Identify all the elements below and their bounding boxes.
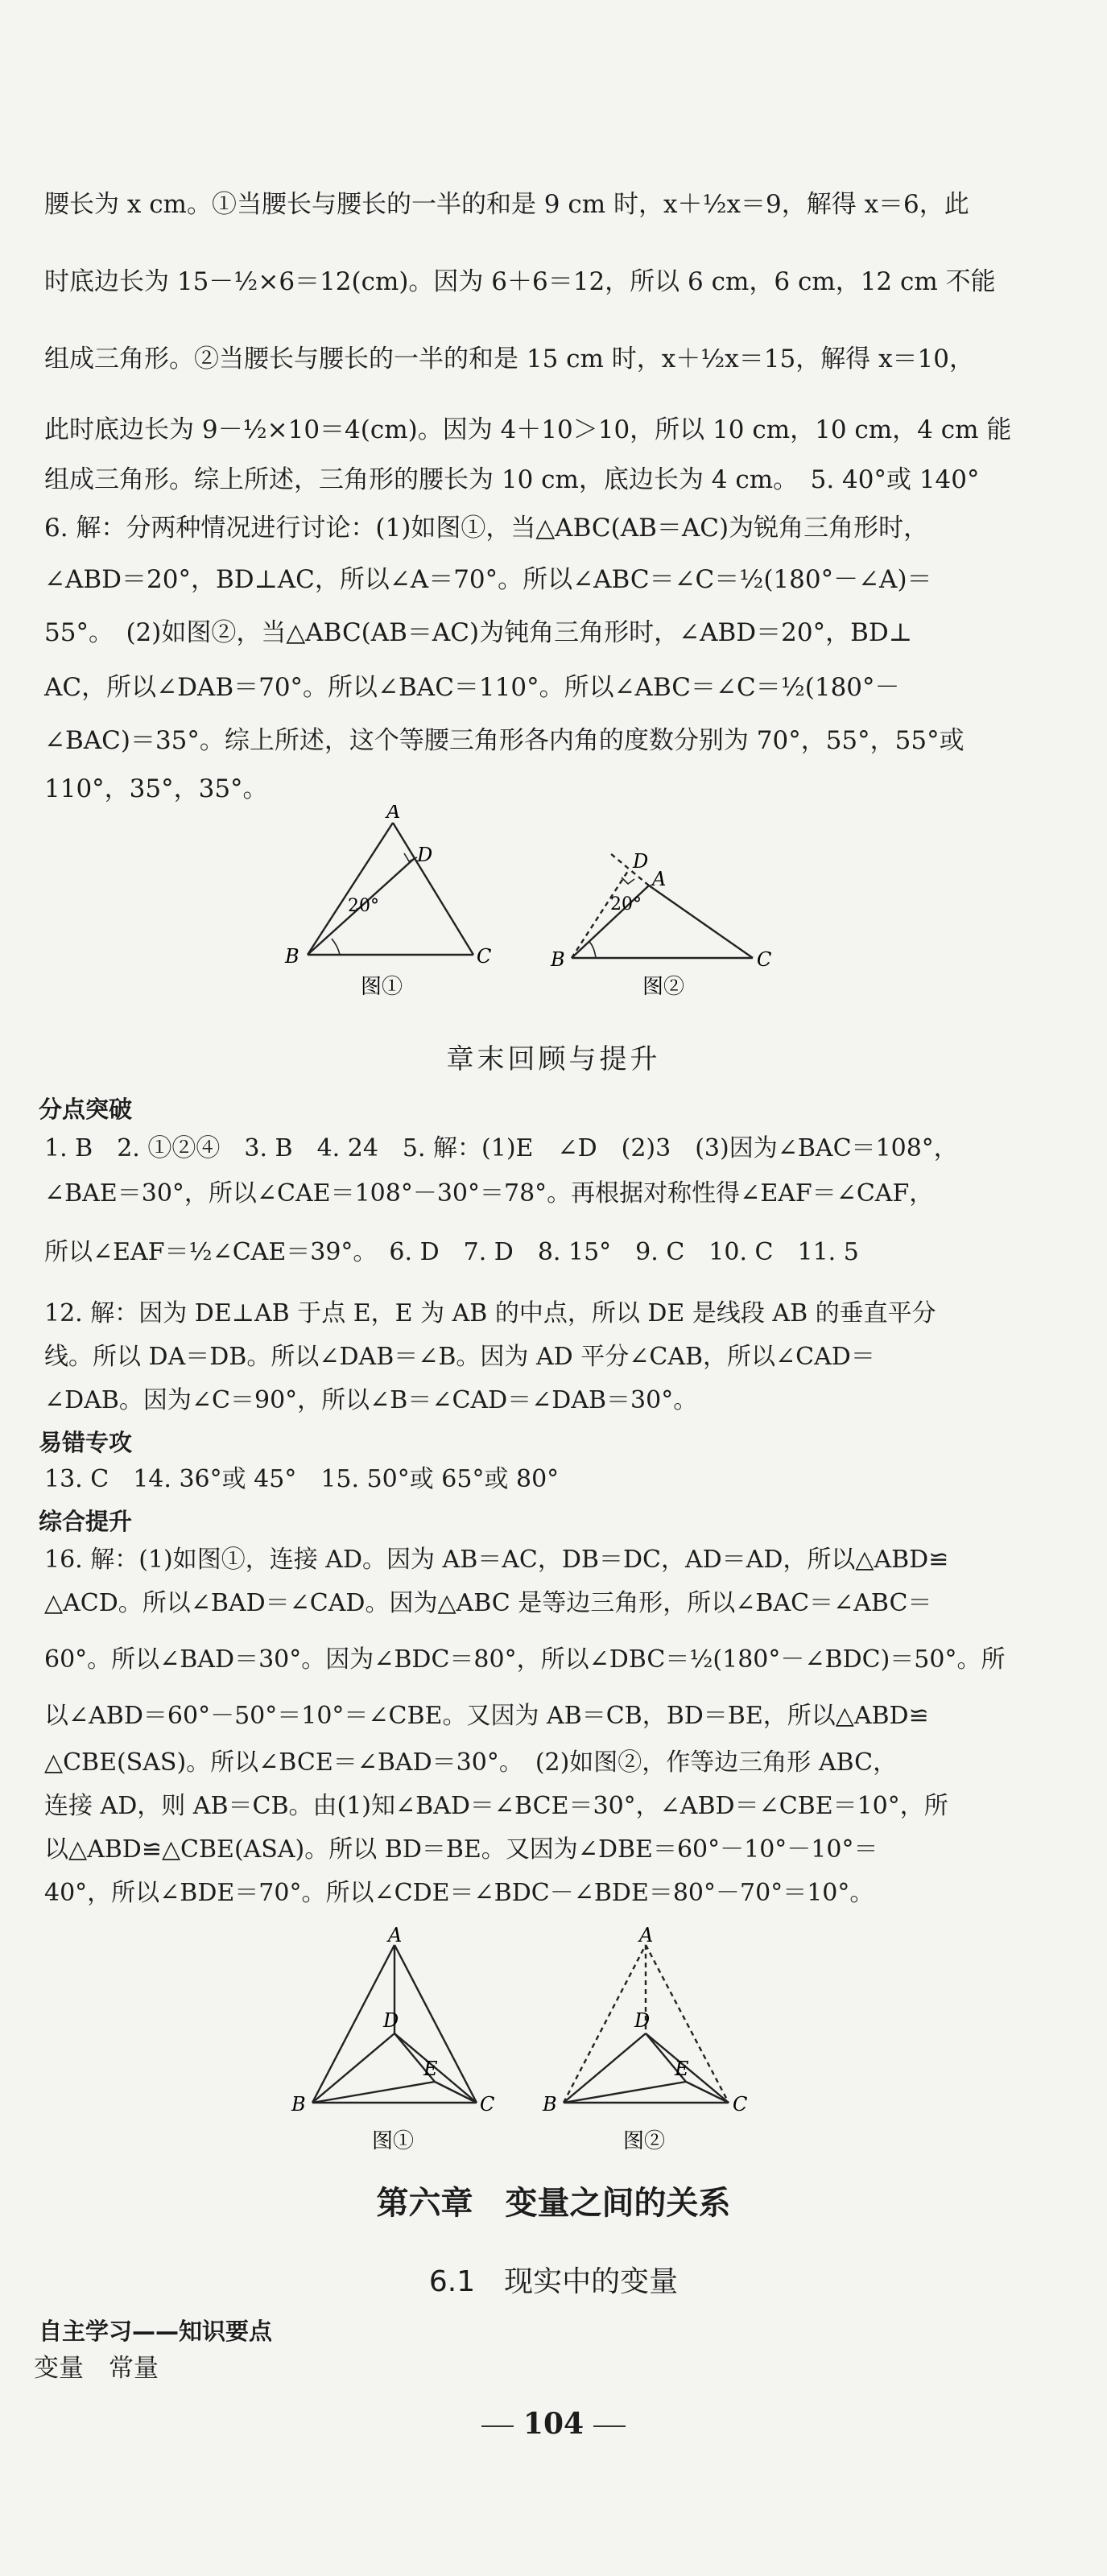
text-line: 此时底边长为 9－½×10＝4(cm)。因为 4＋10＞10，所以 10 cm，10 cm，4 cm 能 xyxy=(44,415,1012,444)
subsection-title: 6.1 现实中的变量 xyxy=(428,2265,679,2298)
chapter-title: 第六章 变量之间的关系 xyxy=(376,2185,731,2222)
text-line: 16. 解：(1)如图①，连接 AD。因为 AB＝AC，DB＝DC，AD＝AD，所以△ABD≌ xyxy=(44,1546,949,1574)
text-line: 以△ABD≌△CBE(ASA)。所以 BD＝BE。又因为∠DBE＝60°－10°－10°＝ xyxy=(44,1835,878,1864)
label-B: B xyxy=(285,945,299,968)
label-E: E xyxy=(675,2058,689,2080)
caption-fig-2: 图② xyxy=(642,975,685,999)
heading-key-points: 分点突破 xyxy=(39,1096,133,1123)
text-line: △CBE(SAS)。所以∠BCE＝∠BAD＝30°。 (2)如图②，作等边三角形 ABC， xyxy=(44,1748,898,1777)
text-line: 腰长为 x cm。①当腰长与腰长的一半的和是 9 cm 时，x＋½x＝9，解得 x＝6，此 xyxy=(44,190,969,219)
text-line: 线。所以 DA＝DB。所以∠DAB＝∠B。因为 AD 平分∠CAB，所以∠CAD＝ xyxy=(44,1343,875,1371)
heading-error-prone: 易错专攻 xyxy=(39,1429,133,1456)
label-B: B xyxy=(551,948,565,971)
label-D: D xyxy=(633,850,649,873)
text-line: 12. 解：因为 DE⊥AB 于点 E，E 为 AB 的中点，所以 DE 是线段 AB 的垂直平分 xyxy=(44,1299,936,1327)
label-A: A xyxy=(386,805,401,823)
text-line: ∠BAE＝30°，所以∠CAE＝108°－30°＝78°。再根据对称性得∠EAF＝∠CAF， xyxy=(44,1179,934,1208)
divider xyxy=(481,2425,514,2427)
label-B: B xyxy=(291,2093,306,2116)
acute-triangle xyxy=(308,823,473,955)
text-line: 组成三角形。综上所述，三角形的腰长为 10 cm，底边长为 4 cm。 5. 40°或 140° xyxy=(44,465,980,494)
text-line: 55°。 (2)如图②，当△ABC(AB＝AC)为钝角三角形时，∠ABD＝20°，BD⊥ xyxy=(44,618,912,647)
page-number-value: 104 xyxy=(523,2407,584,2441)
text-line: 1. B 2. ①②④ 3. B 4. 24 5. 解：(1)E ∠D (2)3 (3)因为∠BAC＝108°， xyxy=(44,1134,958,1162)
label-C: C xyxy=(733,2093,748,2116)
text-line: 连接 AD，则 AB＝CB。由(1)知∠BAD＝∠BCE＝30°，∠ABD＝∠CBE＝10°，所 xyxy=(44,1792,948,1820)
text-line: 以∠ABD＝60°－50°＝10°＝∠CBE。又因为 AB＝CB，BD＝BE，所以△ABD≌ xyxy=(44,1702,929,1730)
text-line: △ACD。所以∠BAD＝∠CAD。因为△ABC 是等边三角形，所以∠BAC＝∠ABC＝ xyxy=(44,1589,932,1617)
text-line: 110°，35°，35°。 xyxy=(44,774,268,803)
angle-label: 20° xyxy=(610,894,642,914)
heading-self-study: 自主学习——知识要点 xyxy=(39,2318,273,2345)
text-line: AC，所以∠DAB＝70°。所以∠BAC＝110°。所以∠ABC＝∠C＝½(180°－ xyxy=(44,673,900,702)
divider xyxy=(593,2425,626,2427)
section-title: 章末回顾与提升 xyxy=(446,1043,661,1075)
triangle-figure-1 xyxy=(274,805,837,1014)
text-line: ∠ABD＝20°，BD⊥AC，所以∠A＝70°。所以∠ABC＝∠C＝½(180°－∠A)＝ xyxy=(44,565,932,594)
heading-comprehensive: 综合提升 xyxy=(39,1508,133,1535)
text-line: ∠BAC)＝35°。综上所述，这个等腰三角形各内角的度数分别为 70°，55°，55°或 xyxy=(44,726,964,755)
page-number xyxy=(0,2407,1107,2441)
angle-label: 20° xyxy=(348,896,379,916)
label-A: A xyxy=(388,1924,403,1946)
label-C: C xyxy=(477,945,492,968)
text-line: 13. C 14. 36°或 45° 15. 50°或 65°或 80° xyxy=(44,1465,560,1493)
text-line: ∠DAB。因为∠C＝90°，所以∠B＝∠CAD＝∠DAB＝30°。 xyxy=(44,1386,698,1414)
text-line: 40°，所以∠BDE＝70°。所以∠CDE＝∠BDC－∠BDE＝80°－70°＝10°。 xyxy=(44,1879,874,1907)
label-C: C xyxy=(480,2093,495,2116)
label-A: A xyxy=(639,1924,654,1946)
label-D: D xyxy=(383,2009,399,2032)
text-line: 6. 解：分两种情况进行讨论：(1)如图①，当△ABC(AB＝AC)为锐角三角形时， xyxy=(44,514,929,543)
label-C: C xyxy=(757,948,772,971)
text-line: 组成三角形。②当腰长与腰长的一半的和是 15 cm 时，x＋½x＝15，解得 x＝10， xyxy=(44,345,975,374)
label-B: B xyxy=(543,2093,557,2116)
caption-fig-1: 图① xyxy=(372,2129,415,2153)
text-line: 所以∠EAF＝½∠CAE＝39°。 6. D 7. D 8. 15° 9. C 10. C 11. 5 xyxy=(44,1238,859,1266)
caption-fig-2: 图② xyxy=(623,2129,666,2153)
label-A: A xyxy=(652,868,667,890)
label-D: D xyxy=(634,2009,651,2032)
text-line: 60°。所以∠BAD＝30°。因为∠BDC＝80°，所以∠DBC＝½(180°－∠BDC)＝50°。所 xyxy=(44,1645,1006,1674)
triangle-figure-2 xyxy=(274,1924,837,2165)
label-D: D xyxy=(417,844,433,866)
text-line: 时底边长为 15－½×6＝12(cm)。因为 6＋6＝12，所以 6 cm，6 cm，12 cm 不能 xyxy=(44,267,996,296)
caption-fig-1: 图① xyxy=(361,975,403,999)
label-E: E xyxy=(423,2058,438,2080)
text-line: 变量 常量 xyxy=(34,2354,159,2383)
